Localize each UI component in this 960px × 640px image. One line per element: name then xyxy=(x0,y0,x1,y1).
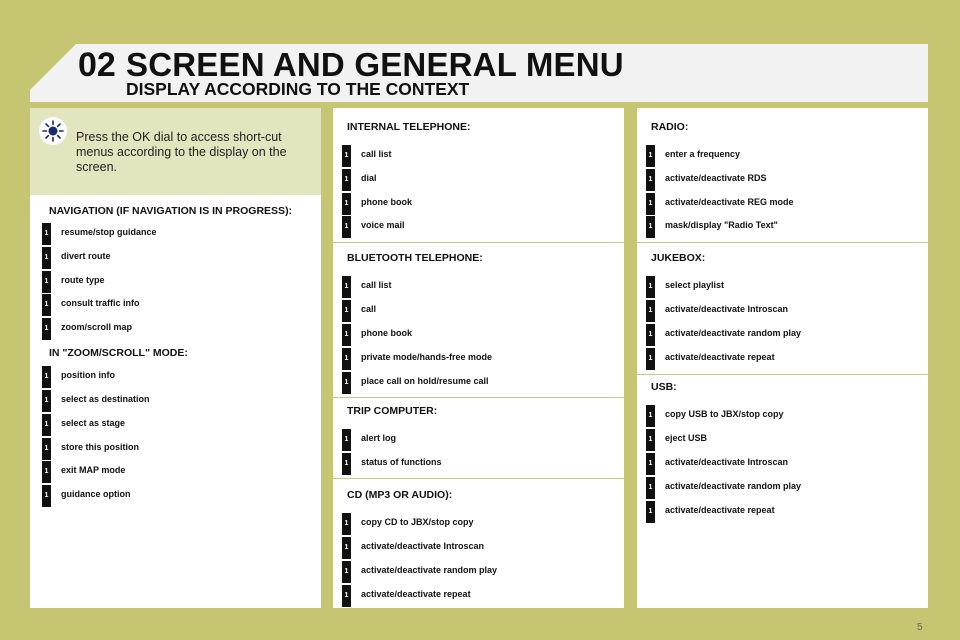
badge-1: 1 xyxy=(646,145,655,167)
page-number: 5 xyxy=(917,622,923,633)
divider xyxy=(637,374,928,375)
section-title-navigation: NAVIGATION (IF NAVIGATION IS IN PROGRESS): xyxy=(49,205,293,217)
badge-1: 1 xyxy=(646,300,655,322)
badge-1: 1 xyxy=(342,300,351,322)
badge-1: 1 xyxy=(342,372,351,394)
badge-1: 1 xyxy=(342,429,351,451)
badge-1: 1 xyxy=(342,216,351,238)
column-telephone-media: INTERNAL TELEPHONE: 1 call list 1 dial 1 phone book 1 voice mail BLUETOOTH TELEPHONE: 1 call list 1 call 1 phone book 1 private mode/hands-free mode 1 place call on hold/resume call TRIP COMPUTER: 1 alert log 1 status of functions CD (MP3 OR AUDIO): 1 copy CD to JBX/stop copy 1 activate/deactivate Introscan 1 activate/deactivate random play 1 activate/deactivate repeat xyxy=(333,108,624,608)
badge-1: 1 xyxy=(646,324,655,346)
badge-1: 1 xyxy=(42,366,51,388)
badge-1: 1 xyxy=(342,453,351,475)
chapter-number: 02 xyxy=(78,46,116,84)
section-title-cd: CD (MP3 OR AUDIO): xyxy=(347,489,453,501)
badge-1: 1 xyxy=(342,348,351,370)
badge-1: 1 xyxy=(42,414,51,436)
section-title-radio: RADIO: xyxy=(651,121,689,133)
badge-1: 1 xyxy=(646,348,655,370)
badge-1: 1 xyxy=(42,390,51,412)
badge-1: 1 xyxy=(342,513,351,535)
badge-1: 1 xyxy=(342,193,351,215)
badge-1: 1 xyxy=(646,193,655,215)
tip-box xyxy=(30,108,321,195)
divider xyxy=(333,478,624,479)
divider xyxy=(333,242,624,243)
divider xyxy=(333,397,624,398)
badge-1: 1 xyxy=(646,216,655,238)
page-title: SCREEN AND GENERAL MENU xyxy=(126,46,624,83)
badge-1: 1 xyxy=(646,169,655,191)
badge-1: 1 xyxy=(646,429,655,451)
badge-1: 1 xyxy=(342,276,351,298)
sun-bulb-icon xyxy=(38,116,68,146)
tip-text: Press the OK dial to access short-cut menus according to the display on the screen. xyxy=(76,130,287,174)
badge-1: 1 xyxy=(646,501,655,523)
badge-1: 1 xyxy=(42,485,51,507)
badge-1: 1 xyxy=(342,561,351,583)
badge-1: 1 xyxy=(646,453,655,475)
section-title-usb: USB: xyxy=(651,381,677,393)
badge-1: 1 xyxy=(42,271,51,293)
section-title-jukebox: JUKEBOX: xyxy=(651,252,706,264)
section-title-bluetooth-telephone: BLUETOOTH TELEPHONE: xyxy=(347,252,483,264)
badge-1: 1 xyxy=(646,477,655,499)
divider xyxy=(637,242,928,243)
section-title-internal-telephone: INTERNAL TELEPHONE: xyxy=(347,121,471,133)
badge-1: 1 xyxy=(342,169,351,191)
badge-1: 1 xyxy=(342,537,351,559)
badge-1: 1 xyxy=(342,324,351,346)
badge-1: 1 xyxy=(42,223,51,245)
badge-1: 1 xyxy=(42,247,51,269)
column-radio-jukebox-usb: RADIO: 1 enter a frequency 1 activate/deactivate RDS 1 activate/deactivate REG mode 1 mask/display "Radio Text" JUKEBOX: 1 select playlist 1 activate/deactivate Introscan 1 activate/deactivate random play 1 activate/deactivate repeat USB: 1 copy USB to JBX/stop copy 1 eject USB 1 activate/deactivate Introscan 1 activate/deactivate random play 1 activate/deactivate repeat xyxy=(637,108,928,608)
page-subtitle: DISPLAY ACCORDING TO THE CONTEXT xyxy=(126,79,470,99)
badge-1: 1 xyxy=(342,145,351,167)
badge-1: 1 xyxy=(42,318,51,340)
badge-1: 1 xyxy=(646,276,655,298)
badge-1: 1 xyxy=(342,585,351,607)
badge-1: 1 xyxy=(42,294,51,316)
badge-1: 1 xyxy=(646,405,655,427)
badge-1: 1 xyxy=(42,461,51,483)
badge-1: 1 xyxy=(42,438,51,460)
column-navigation: Press the OK dial to access short-cut menus according to the display on the screen. NAVIGATION (IF NAVIGATION IS IN PROGRESS): 1 resume/stop guidance 1 divert route 1 route type 1 consult traffic info 1 zoom/scroll map IN "ZOOM/SCROLL" MODE: 1 position info 1 select as destination 1 select as stage 1 store this position 1 exit MAP mode 1 guidance option xyxy=(30,108,321,608)
section-title-zoom-scroll: IN "ZOOM/SCROLL" MODE: xyxy=(49,347,188,359)
section-title-trip-computer: TRIP COMPUTER: xyxy=(347,405,438,417)
